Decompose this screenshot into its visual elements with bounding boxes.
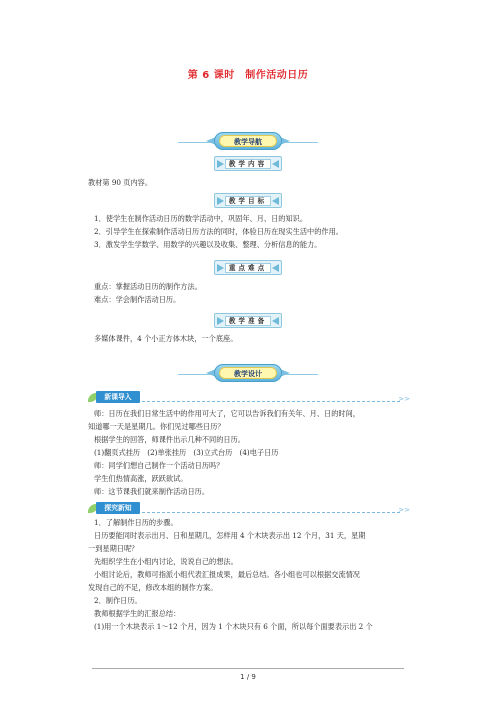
- dashed-rule: [142, 401, 400, 402]
- section-label: 教学内容: [225, 159, 271, 169]
- explore-line: 教师根据学生的汇报总结：: [94, 609, 181, 618]
- intro-line: 师：这节课我们就来制作活动日历。: [94, 487, 210, 496]
- section-tile: [214, 313, 282, 328]
- banner-pill: [214, 132, 282, 150]
- banner-rule-right: [282, 142, 318, 143]
- intro-line: 知道哪一天是星期几。你们见过哪些日历？: [88, 422, 225, 431]
- section-header-key-points: [214, 260, 282, 275]
- triangle-left-icon: [217, 197, 224, 205]
- banner-rule-left: [178, 142, 214, 143]
- triangle-right-icon: [272, 264, 279, 272]
- banner-pill: [214, 364, 282, 382]
- dashed-rule: [142, 512, 400, 513]
- tag-label: 探究新知: [96, 502, 140, 514]
- explore-line: 一到星期日呢？: [88, 544, 139, 553]
- section-tile: [214, 156, 282, 171]
- section-tile: [214, 260, 282, 275]
- intro-line: 根据学生的回答，师课件出示几种不同的日历。: [94, 435, 245, 444]
- triangle-right-icon: [272, 197, 279, 205]
- intro-line: 学生们热情高涨，跃跃欲试。: [94, 474, 188, 483]
- section-header-content: [214, 156, 282, 171]
- banner-rule-left: [178, 374, 214, 375]
- banner-teaching-design: [178, 362, 318, 384]
- intro-line: 师：日历在我们日常生活中的作用可大了，它可以告诉我们有关年、月、日的时间，: [94, 409, 360, 418]
- tag-header-intro: [88, 391, 410, 403]
- intro-line: 师：同学们想自己制作一个活动日历吗？: [94, 461, 224, 470]
- goal-item: 1．使学生在制作活动日历的数学活动中，巩固年、月、日的知识。: [94, 214, 308, 223]
- section-tile: [214, 193, 282, 208]
- explore-line: 发现自己的不足，修改本组的制作方案。: [88, 583, 218, 592]
- goal-item: 2．引导学生在探索制作活动日历方法的同时，体验日历在现实生活中的作用。: [94, 227, 343, 236]
- section-label: 教学准备: [225, 316, 271, 326]
- banner-label: 教学设计: [219, 367, 277, 379]
- section-label: 教学目标: [225, 196, 271, 206]
- difficult-point: 难点：学会制作活动日历。: [94, 295, 181, 304]
- double-chevron-right-icon: >>: [398, 395, 410, 403]
- tag-label: 新课导入: [96, 391, 140, 403]
- triangle-right-icon: [272, 317, 279, 325]
- section-label: 重点难点: [225, 263, 271, 273]
- tag-header-explore: [88, 502, 410, 514]
- explore-line: (1)用一个木块表示 1～12 个月，因为 1 个木块只有 6 个面，所以每个面要表示出 2 个: [94, 622, 373, 631]
- footer-rule: [92, 668, 404, 669]
- goal-item: 3．激发学生学数学、用数学的兴趣以及收集、整理、分析信息的能力。: [94, 240, 322, 249]
- section-header-preparation: [214, 313, 282, 328]
- banner-teaching-navigation: [178, 130, 318, 152]
- content-text: 教材第 90 页内容。: [88, 178, 153, 187]
- page-number: 1 / 9: [240, 673, 256, 681]
- explore-line: 小组讨论后，教师可指派小组代表汇报成果，最后总结。各小组也可以根据交流情况: [94, 570, 360, 579]
- explore-line: 1．了解制作日历的步骤。: [94, 518, 178, 527]
- section-header-goals: [214, 193, 282, 208]
- triangle-left-icon: [217, 317, 224, 325]
- explore-line: 先组织学生在小组内讨论，说说自己的想法。: [94, 557, 238, 566]
- triangle-left-icon: [217, 264, 224, 272]
- triangle-left-icon: [217, 160, 224, 168]
- key-point: 重点：掌握活动日历的制作方法。: [94, 282, 202, 291]
- banner-rule-right: [282, 374, 318, 375]
- banner-label: 教学导航: [219, 135, 277, 147]
- page-title: 第 6 课时 制作活动日历: [187, 70, 309, 81]
- explore-line: 日历要能同时表示出月、日和星期几，怎样用 4 个木块表示出 12 个月，31 天，星期: [94, 531, 366, 540]
- triangle-right-icon: [272, 160, 279, 168]
- explore-line: 2．制作日历。: [94, 596, 142, 605]
- preparation-text: 多媒体课件，4 个小正方体木块，一个底座。: [94, 334, 238, 343]
- intro-line: (1)翻页式挂历 (2)单张挂历 (3)立式台历 (4)电子日历: [94, 448, 279, 457]
- double-chevron-right-icon: >>: [398, 506, 410, 514]
